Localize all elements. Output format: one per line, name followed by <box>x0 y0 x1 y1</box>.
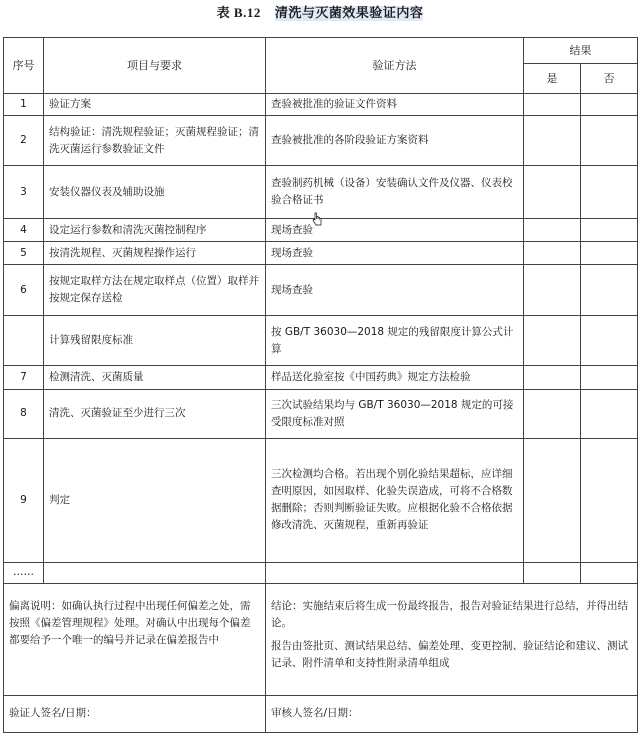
table-row <box>4 390 638 438</box>
table-row <box>4 562 638 583</box>
table-row <box>4 94 638 116</box>
table-row <box>4 242 638 265</box>
verifier-signature-field[interactable]: 验证人签名/日期： <box>4 695 266 732</box>
row-item <box>44 562 266 583</box>
row-method: 三次试验结果均与 GB/T 36030—2018 规定的可接受限度标准对照 <box>266 390 524 438</box>
result-yes-cell[interactable] <box>524 366 581 390</box>
result-no-cell[interactable] <box>581 116 638 166</box>
row-seq: 5 <box>4 242 44 265</box>
deviation-note: 偏离说明：如确认执行过程中出现任何偏差之处，需按照《偏差管理规程》处理。对确认中出现每个偏差都要给予一个唯一的编号并记录在偏差报告中 <box>4 583 266 695</box>
row-method: 查验被批准的验证文件资料 <box>266 94 524 116</box>
row-method: 三次检测均合格。若出现个别化验结果超标，应详细查明原因，如因取样、化验失误造成，可将不合格数据删除；否则判断验证失败。应根据化验不合格依据修改清洗、灭菌规程，重新再验证 <box>266 438 524 562</box>
validation-table <box>3 37 638 733</box>
header-seq: 序号 <box>4 38 44 94</box>
row-item: 检测清洗、灭菌质量 <box>44 366 266 390</box>
row-method <box>266 562 524 583</box>
row-item: 验证方案 <box>44 94 266 116</box>
row-seq <box>4 316 44 366</box>
row-item: 安装仪器仪表及辅助设施 <box>44 166 266 219</box>
result-yes-cell[interactable] <box>524 438 581 562</box>
hand-cursor-icon <box>312 212 322 226</box>
row-seq: 3 <box>4 166 44 219</box>
row-seq: 1 <box>4 94 44 116</box>
row-seq: 9 <box>4 438 44 562</box>
result-yes-cell[interactable] <box>524 265 581 316</box>
result-no-cell[interactable] <box>581 94 638 116</box>
result-no-cell[interactable] <box>581 366 638 390</box>
row-seq: 8 <box>4 390 44 438</box>
row-seq: 2 <box>4 116 44 166</box>
header-result: 结果 <box>524 38 638 64</box>
reviewer-signature-field[interactable]: 审核人签名/日期： <box>266 695 638 732</box>
result-yes-cell[interactable] <box>524 562 581 583</box>
row-seq: 7 <box>4 366 44 390</box>
result-no-cell[interactable] <box>581 562 638 583</box>
table-row <box>4 116 638 166</box>
result-yes-cell[interactable] <box>524 316 581 366</box>
conclusion-text: 结论：实施结束后将生成一份最终报告，报告对验证结果进行总结，并得出结论。 <box>271 599 628 629</box>
result-no-cell[interactable] <box>581 219 638 242</box>
header-yes: 是 <box>524 64 581 94</box>
result-yes-cell[interactable] <box>524 219 581 242</box>
table-row <box>4 366 638 390</box>
result-yes-cell[interactable] <box>524 166 581 219</box>
result-no-cell[interactable] <box>581 316 638 366</box>
row-item: 判定 <box>44 438 266 562</box>
row-seq: 6 <box>4 265 44 316</box>
table-row <box>4 166 638 219</box>
row-method: 按 GB/T 36030—2018 规定的残留限度计算公式计算 <box>266 316 524 366</box>
row-item: 清洗、灭菌验证至少进行三次 <box>44 390 266 438</box>
result-no-cell[interactable] <box>581 166 638 219</box>
report-contents-text: 报告由签批页、测试结果总结、偏差处理、变更控制、验证结论和建议、测试记录、附件清单和支持性附录清单组成 <box>271 639 628 669</box>
row-method: 现场查验 <box>266 219 524 242</box>
table-title-text: 清洗与灭菌效果验证内容 <box>274 6 424 21</box>
row-seq: 4 <box>4 219 44 242</box>
result-no-cell[interactable] <box>581 390 638 438</box>
table-row <box>4 438 638 562</box>
result-no-cell[interactable] <box>581 265 638 316</box>
table-title <box>0 2 640 21</box>
result-no-cell[interactable] <box>581 242 638 265</box>
table-row <box>4 316 638 366</box>
row-method: 现场查验 <box>266 242 524 265</box>
header-no: 否 <box>581 64 638 94</box>
result-yes-cell[interactable] <box>524 242 581 265</box>
row-method: 查验制药机械（设备）安装确认文件及仪器、仪表校验合格证书 <box>266 166 524 219</box>
header-item: 项目与要求 <box>44 38 266 94</box>
row-method: 样品送化验室按《中国药典》规定方法检验 <box>266 366 524 390</box>
row-item: 按清洗规程、灭菌规程操作运行 <box>44 242 266 265</box>
row-item: 结构验证：清洗规程验证；灭菌规程验证；清洗灭菌运行参数验证文件 <box>44 116 266 166</box>
row-seq: …… <box>4 562 44 583</box>
result-yes-cell[interactable] <box>524 390 581 438</box>
table-row <box>4 265 638 316</box>
result-no-cell[interactable] <box>581 438 638 562</box>
row-method: 现场查验 <box>266 265 524 316</box>
result-yes-cell[interactable] <box>524 116 581 166</box>
row-method: 查验被批准的各阶段验证方案资料 <box>266 116 524 166</box>
row-item: 计算残留限度标准 <box>44 316 266 366</box>
row-item: 按规定取样方法在规定取样点（位置）取样并按规定保存送检 <box>44 265 266 316</box>
table-number: 表 B.12 <box>216 5 261 20</box>
row-item: 设定运行参数和清洗灭菌控制程序 <box>44 219 266 242</box>
result-yes-cell[interactable] <box>524 94 581 116</box>
conclusion-note <box>266 583 638 695</box>
header-method: 验证方法 <box>266 38 524 94</box>
